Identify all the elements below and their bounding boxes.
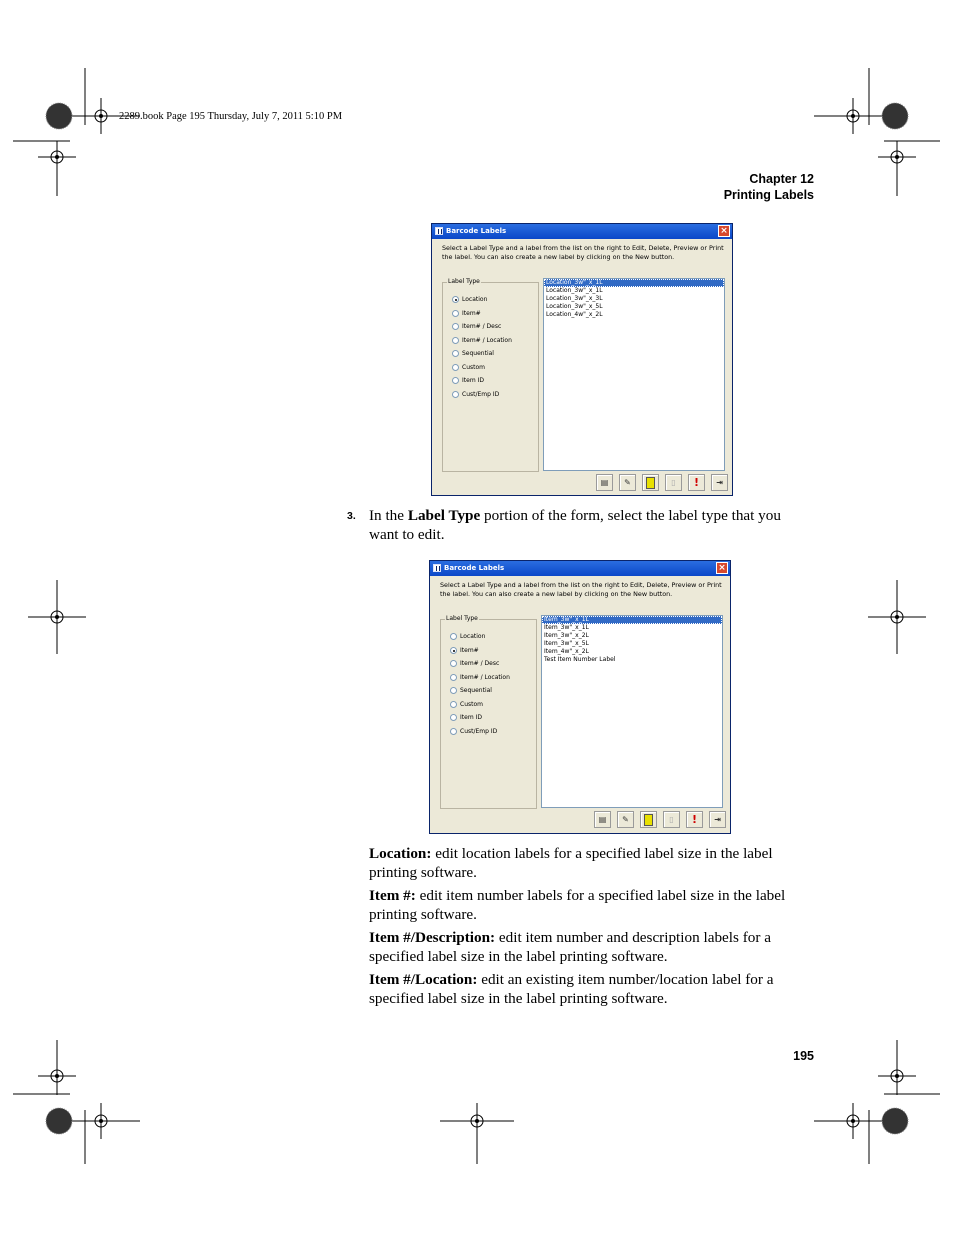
exit-button[interactable] [711,474,728,491]
label-list[interactable] [541,615,723,808]
radio-label: Item ID [462,377,484,384]
radio-dot [452,337,459,344]
radio-label: Item# / Desc [462,323,502,330]
radio-label: Cust/Emp ID [460,728,498,735]
chapter-title: Printing Labels [723,188,814,202]
app-icon [433,564,441,572]
step-text [369,506,804,544]
group-label: Label Type [448,278,480,285]
radio-item-id[interactable] [452,376,484,385]
list-item[interactable]: Item_3w"_x_5L [544,640,589,647]
radio-item[interactable] [450,646,479,655]
new-button[interactable] [596,474,613,491]
label-type-group [442,278,539,472]
definition-item [369,886,804,924]
barcode-labels-dialog-2 [429,560,731,834]
radio-item-location[interactable] [452,336,512,345]
book-info: 2289.book Page 195 Thursday, July 7, 2011 5:10 PM [119,111,343,122]
radio-custom[interactable] [450,700,483,709]
close-button[interactable]: × [718,225,730,237]
running-header [724,171,814,203]
list-item[interactable]: Location_3w"_x_3L [546,295,603,302]
list-item[interactable]: Test Item Number Label [544,656,616,663]
radio-dot [450,660,457,667]
definition-term: Item #: [369,887,416,904]
step-number: 3. [347,510,356,522]
step-text-pre: In the [369,507,408,524]
radio-dot [452,310,459,317]
delete-icon [646,477,655,489]
instructions-text: Select a Label Type and a label from the list on the right to Edit, Delete, Preview or Print the label. You can also create a new label by clicking on the New button. [442,244,724,261]
radio-label: Custom [460,701,483,708]
exit-icon: ⇥ [716,478,723,487]
definition-term: Item #/Location: [369,971,478,988]
definition-term: Location: [369,845,432,862]
radio-dot [452,391,459,398]
new-icon: ▤ [598,815,607,824]
dialog-title: Barcode Labels [444,564,505,572]
radio-label: Sequential [460,687,492,694]
radio-item-desc[interactable] [450,659,499,668]
edit-button[interactable] [619,474,636,491]
radio-dot [450,647,457,654]
print-button[interactable] [688,474,705,491]
radio-location[interactable] [452,295,487,304]
radio-item-location[interactable] [450,673,510,682]
print-icon: ! [693,476,700,489]
radio-sequential[interactable] [452,349,494,358]
dialog-titlebar [432,224,732,239]
radio-label: Custom [462,364,485,371]
step-text-post: portion of the form, select the label type that you want to edit. [369,507,781,543]
radio-dot [450,687,457,694]
list-item[interactable]: Item_4w"_x_2L [544,648,589,655]
definition-item-location [369,970,804,1008]
edit-icon: ✎ [624,478,631,487]
list-item[interactable]: Location_4w"_x_2L [546,311,603,318]
preview-icon: ▯ [671,478,676,487]
radio-label: Sequential [462,350,494,357]
radio-label: Item# / Location [460,674,510,681]
app-icon [435,227,443,235]
radio-dot [450,714,457,721]
radio-label: Item# / Location [462,337,512,344]
barcode-labels-dialog-1 [431,223,733,496]
edit-button[interactable] [617,811,634,828]
radio-custom[interactable] [452,363,485,372]
chapter-number: Chapter 12 [749,172,814,186]
print-button[interactable] [686,811,703,828]
radio-label: Location [460,633,486,640]
radio-dot [452,377,459,384]
radio-sequential[interactable] [450,686,492,695]
exit-icon: ⇥ [714,815,721,824]
radio-label: Item# [462,310,481,317]
new-icon: ▤ [600,478,609,487]
list-item[interactable]: Location_3w"_x_1L [544,279,724,287]
radio-dot [450,728,457,735]
radio-label: Item# / Desc [460,660,500,667]
radio-dot [452,364,459,371]
radio-location[interactable] [450,632,485,641]
list-item[interactable]: Item_3w"_x_1L [544,624,589,631]
list-item[interactable]: Location_3w"_x_5L [546,303,603,310]
instructions-text: Select a Label Type and a label from the list on the right to Edit, Delete, Preview or Print the label. You can also create a new label by clicking on the New button. [440,581,722,598]
label-type-group [440,615,537,809]
dialog-titlebar [430,561,730,576]
radio-dot [452,296,459,303]
preview-button[interactable] [665,474,682,491]
radio-dot [452,350,459,357]
radio-dot [452,323,459,330]
radio-item-desc[interactable] [452,322,501,331]
radio-cust-emp-id[interactable] [452,390,499,399]
radio-dot [450,674,457,681]
radio-label: Item ID [460,714,482,721]
close-button[interactable]: × [716,562,728,574]
definition-location [369,844,804,882]
radio-dot [450,701,457,708]
list-item[interactable]: Location_3w"_x_1L [546,287,603,294]
definition-item-description [369,928,804,966]
definition-text: edit an existing item number/location label for a specified label size in the label printing software. [369,971,774,1007]
list-item[interactable]: Item_3w"_x_1L [542,616,722,624]
label-list[interactable] [543,278,725,471]
edit-icon: ✎ [622,815,629,824]
radio-label: Location [462,296,488,303]
radio-item[interactable] [452,309,481,318]
step-text-bold: Label Type [407,507,481,524]
radio-cust-emp-id[interactable] [450,727,497,736]
radio-label: Cust/Emp ID [462,391,500,398]
list-item[interactable]: Item_3w"_x_2L [544,632,589,639]
definition-text: edit location labels for a specified label size in the label printing software. [369,845,773,881]
definition-term: Item #/Description: [369,929,496,946]
new-button[interactable] [594,811,611,828]
radio-dot [450,633,457,640]
dialog-title: Barcode Labels [446,227,507,235]
delete-button[interactable] [642,474,659,491]
definition-text: edit item number labels for a specified label size in the label printing software. [369,887,786,923]
group-label: Label Type [446,615,478,622]
print-icon: ! [691,813,698,826]
preview-icon: ▯ [669,815,674,824]
radio-item-id[interactable] [450,713,482,722]
definition-text: edit item number and description labels for a specified label size in the label printing software. [369,929,771,965]
preview-button[interactable] [663,811,680,828]
delete-button[interactable] [640,811,657,828]
radio-label: Item# [460,647,479,654]
exit-button[interactable] [709,811,726,828]
page-number: 195 [793,1049,814,1063]
delete-icon [644,814,653,826]
